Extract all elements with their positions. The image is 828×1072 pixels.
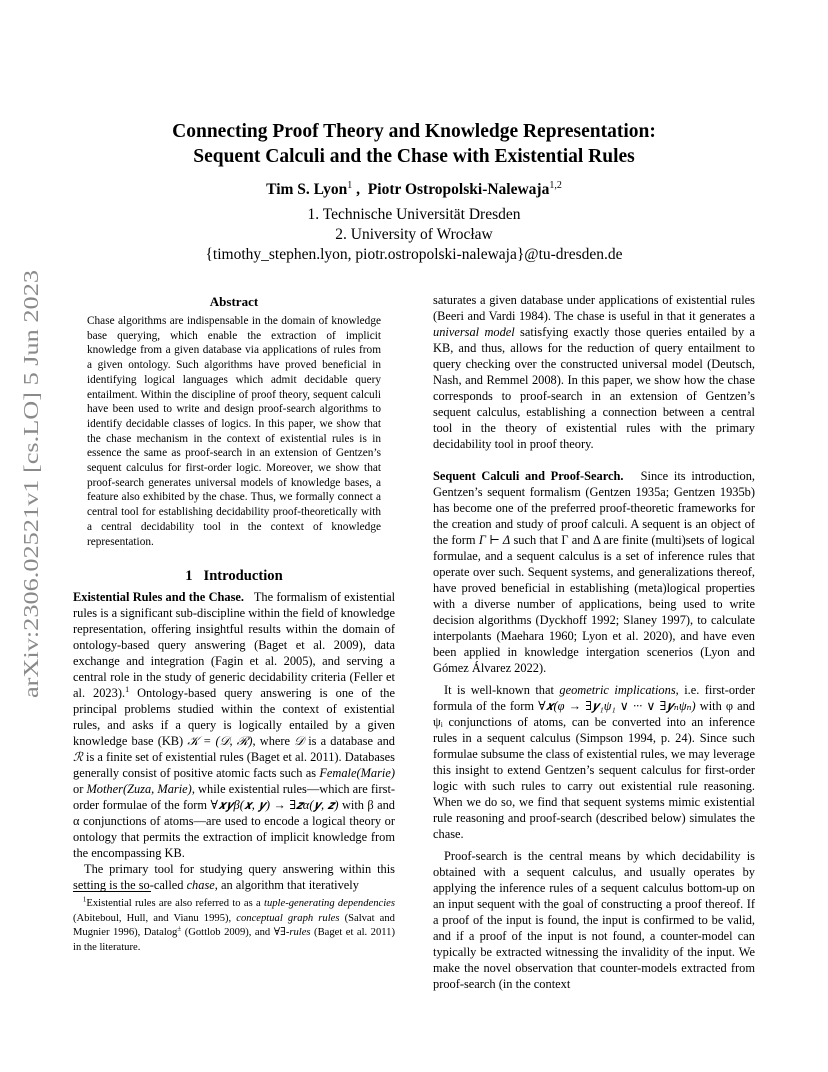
rule-formula: ∀𝒙𝒚β(𝒙, 𝒚) → ∃𝒛α(𝒚, 𝒛): [210, 798, 339, 813]
arxiv-stamp: [19, 268, 44, 698]
right-column: [433, 292, 755, 992]
section-title: Introduction: [203, 568, 283, 585]
author-list: [110, 180, 718, 200]
section-heading-introduction: [73, 567, 395, 585]
author-1: Tim S. Lyon: [266, 181, 348, 198]
author-2: Piotr Ostropolski-Nalewaja: [367, 181, 550, 198]
right-paragraph-4: Proof-search is the central means by which decidability is obtained with a sequent calculus, and usually operates by applying the inference rules of a sequent calculus bottom-up on an input sequent with the goal of constructing a proof thereof. If a proof of the input is found, the input is confirmed to be valid, and if a proof of the input is not found, a counter-model can typically be extracted witnessing the invalidity of the input. We make the novel observation that counter-models extracted from proof-search (in the context: [433, 849, 755, 991]
right-paragraph-1: saturates a given database under applications of existential rules (Beeri and Vardi 1984). The chase is useful in that it generates a universal model satisfying exactly those queries entailed by a KB, and thus, allows for the reduction of query entailment to query checking over the constructed universal model (Deutsch, Nash, and Remmel 2008). In this paper, we show how the chase corresponds to proof-search in an extension of Gentzen’s sequent calculus, establishing a connection between a central tool in the theory of existential rules with the primary decidability tool in proof theory.: [433, 293, 756, 451]
footnote-rule: [73, 891, 151, 892]
paragraph-heading: Sequent Calculi and Proof-Search.: [433, 469, 624, 483]
geometric-formula: ∀𝒙(φ → ∃𝒚₁ψ₁ ∨ ··· ∨ ∃𝒚ₙψₙ): [538, 699, 696, 713]
affiliation-1: 1. Technische Universität Dresden: [307, 206, 521, 223]
author-separator: ,: [352, 181, 368, 198]
fact-female: Female(Marie): [319, 766, 395, 781]
affiliation-2: 2. University of Wrocław: [335, 226, 493, 243]
title-line-2: Sequent Calculi and the Chase with Existential Rules: [193, 146, 635, 167]
title-line-1: Connecting Proof Theory and Knowledge Representation:: [172, 121, 656, 142]
fact-mother: Mother(Zuza, Marie): [86, 782, 192, 797]
intro-paragraph-2: The primary tool for studying query answering within this setting is the so-called chase, an algorithm that iteratively: [73, 862, 395, 893]
paragraph-heading: Existential Rules and the Chase.: [73, 590, 245, 605]
right-paragraph-3: It is well-known that geometric implications, i.e. first-order formula of the form ∀𝒙(φ → ∃𝒚₁ψ₁ ∨ ··· ∨ ∃𝒚ₙψₙ) with φ and ψᵢ conjunctions of atoms, can be converted into an inference rules in a sequent calculus (Simpson 1994, p. 24). Since such formulae subsume the class of existential rules, we may leverage this insight to extend Gentzen’s sequent calculus for first-order logic with such rules to carry out existential rule reasoning. When we do so, we find that sequent systems mimic existential rule reasoning and proof-search (described below) simulates the chase.: [433, 683, 756, 841]
abstract-body: Chase algorithms are indispensable in the domain of knowledge base querying, which enable the extraction of implicit knowledge from a given database via applications of rules from a given ontology. Such algorithms have proved beneficial in identifying logical languages which admit decidable query entailment. Within the discipline of proof theory, sequent calculi have been used to write and design proof-search algorithms to identify decidable classes of logics. In this paper, we show that the chase mechanism in the context of existential rules is in essence the same as proof-search in an extension of Gentzen’s sequent calculus for first-order logic. Moreover, we show that proof-search generates universal models of knowledge bases, a feature also exhibited by the chase. Thus, we formally connect a central tool for establishing decidability proof-theoretically with a central decidability tool in the context of knowledge representation.: [87, 315, 381, 548]
footnote-mark: 1: [82, 895, 87, 904]
paper-title: [110, 119, 718, 169]
arxiv-identifier: arXiv:2306.02521v1 [cs.LO] 5 Jun 2023: [19, 356, 43, 698]
footnote-marker: 1: [125, 685, 130, 695]
author-1-affiliation-mark: 1: [347, 179, 353, 191]
author-2-affiliation-mark: 1,2: [549, 179, 562, 191]
left-column: [73, 294, 395, 893]
intro-paragraph-1: Existential Rules and the Chase. The formalism of existential rules is a significant sub-discipline within the field of knowledge representation, offering insightful results within the domain of ontology-based query answering (Baget et al. 2009), data exchange and integration (Fagin et al. 2005), and serving a central role in the study of generic decidability criteria (Feller et al. 2023).$^1$ Ontology-based query answering is one of the principal problems studied within the context of existential rules, and asks if a query is logically entailed by a given knowledge base (KB) 𝒦 = (𝒟, ℛ), where 𝒟 is a database and ℛ is a finite set of existential rules (Baget et al. 2011). Databases generally consist of positive atomic facts such as Female(Marie) or Mother(Zuza, Marie), while existential rules—which are first-order formulae of the form ∀𝒙𝒚β(𝒙, 𝒚) → ∃𝒛α(𝒚, 𝒛) with β and α conjunctions of atoms—are used to encode a logical theory or ontology that permits the extraction of implicit knowledge from the encompassing KB.: [73, 590, 396, 861]
kb-formula: 𝒦 = (𝒟, ℛ): [187, 734, 253, 749]
author-emails: {timothy_stephen.lyon, piotr.ostropolski-nalewaja}@tu-dresden.de: [205, 246, 623, 263]
abstract-heading: Abstract: [209, 294, 259, 309]
sequent-formula: Γ ⊢ Δ: [478, 533, 511, 547]
right-paragraph-2: Sequent Calculi and Proof-Search. Since its introduction, Gentzen’s sequent formalism (Gentzen 1935a; Gentzen 1935b) has become one of the preferred proof-theoretic frameworks for the creation and study of proof calculi. A sequent is an object of the form Γ ⊢ Δ such that Γ and Δ are finite (multi)sets of logical formulae, and a sequent calculus is a set of inference rules that operate over such. Sequent systems, and generalizations thereof, have proved beneficial in establishing (meta)logical properties with a diverse number of applications, being used to write decision algorithms (Dyckhoff 1992; Slaney 1997), to calculate interpolants (Maehara 1960; Lyon et al. 2020), and have even been applied in knowledge intergation scenerios (Lyon and Gómez Álvarez 2022).: [433, 469, 756, 675]
section-number: 1: [185, 568, 193, 585]
footnote-1: $^1$Existential rules are also referred to as a tuple-generating dependencies (Abiteboul, Hull, and Vianu 1995), conceptual graph rules (Salvat and Mugnier 1996), Datalog± (Gottlob 2009), and ∀∃-rules (Baget et al. 2011) in the literature.: [73, 895, 395, 953]
